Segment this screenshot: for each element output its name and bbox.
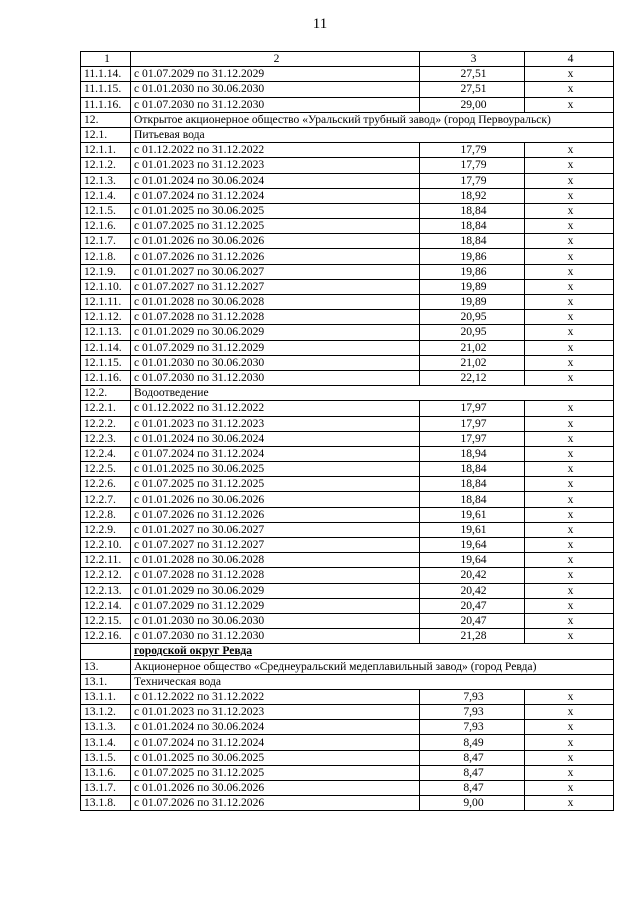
- row-period: с 01.07.2028 по 31.12.2028: [131, 310, 420, 325]
- row-period: с 01.07.2024 по 31.12.2024: [131, 188, 420, 203]
- row-value: 20,95: [420, 325, 525, 340]
- row-mark: х: [525, 219, 614, 234]
- row-number: 12.1.15.: [81, 355, 131, 370]
- row-number: 12.1.13.: [81, 325, 131, 340]
- district-title: городской округ Ревда: [131, 644, 614, 659]
- row-mark: х: [525, 143, 614, 158]
- row-mark: х: [525, 295, 614, 310]
- table-row: [81, 67, 614, 82]
- row-mark: х: [525, 97, 614, 112]
- row-period: с 01.07.2029 по 31.12.2029: [131, 598, 420, 613]
- row-number: 13.1.7.: [81, 781, 131, 796]
- table-body: [81, 67, 614, 811]
- row-number: 12.: [81, 112, 131, 127]
- row-value: 8,49: [420, 735, 525, 750]
- row-period: с 01.07.2024 по 31.12.2024: [131, 735, 420, 750]
- row-number: 12.2.8.: [81, 507, 131, 522]
- table-header: [81, 52, 614, 67]
- row-value: 19,64: [420, 553, 525, 568]
- table-row: [81, 158, 614, 173]
- row-number: 12.1.1.: [81, 143, 131, 158]
- table-row: [81, 553, 614, 568]
- row-mark: х: [525, 705, 614, 720]
- row-number: 12.2.: [81, 386, 131, 401]
- row-mark: х: [525, 796, 614, 811]
- table-row: [81, 143, 614, 158]
- row-mark: х: [525, 522, 614, 537]
- row-value: 17,97: [420, 416, 525, 431]
- table-row: [81, 705, 614, 720]
- row-mark: х: [525, 173, 614, 188]
- row-number: 12.1.2.: [81, 158, 131, 173]
- row-mark: х: [525, 765, 614, 780]
- table-row: [81, 598, 614, 613]
- table-row: [81, 462, 614, 477]
- row-period: с 01.01.2029 по 30.06.2029: [131, 583, 420, 598]
- row-period: с 01.01.2027 по 30.06.2027: [131, 522, 420, 537]
- row-value: 17,79: [420, 158, 525, 173]
- table-row: [81, 765, 614, 780]
- row-period: с 01.07.2030 по 31.12.2030: [131, 370, 420, 385]
- header-row: [81, 52, 614, 67]
- row-value: 20,42: [420, 568, 525, 583]
- table-row: [81, 249, 614, 264]
- row-number: 13.: [81, 659, 131, 674]
- row-period: с 01.12.2022 по 31.12.2022: [131, 401, 420, 416]
- table-row: [81, 446, 614, 461]
- row-value: 19,64: [420, 538, 525, 553]
- row-mark: х: [525, 446, 614, 461]
- row-period: с 01.01.2024 по 30.06.2024: [131, 173, 420, 188]
- row-period: с 01.01.2030 по 30.06.2030: [131, 355, 420, 370]
- row-mark: х: [525, 781, 614, 796]
- table-row: [81, 477, 614, 492]
- row-mark: х: [525, 279, 614, 294]
- table-row: [81, 173, 614, 188]
- row-mark: х: [525, 431, 614, 446]
- row-value: 18,94: [420, 446, 525, 461]
- org-row: [81, 659, 614, 674]
- row-value: 19,89: [420, 279, 525, 294]
- row-mark: х: [525, 82, 614, 97]
- row-value: 18,84: [420, 203, 525, 218]
- row-period: с 01.07.2030 по 31.12.2030: [131, 97, 420, 112]
- table-row: [81, 522, 614, 537]
- row-number: 12.1.11.: [81, 295, 131, 310]
- row-mark: х: [525, 416, 614, 431]
- row-period: с 01.01.2024 по 30.06.2024: [131, 720, 420, 735]
- row-mark: х: [525, 264, 614, 279]
- table-row: [81, 629, 614, 644]
- row-period: с 01.01.2025 по 30.06.2025: [131, 750, 420, 765]
- row-value: 18,92: [420, 188, 525, 203]
- table-row: [81, 82, 614, 97]
- row-mark: х: [525, 158, 614, 173]
- row-number: 12.2.13.: [81, 583, 131, 598]
- row-mark: х: [525, 583, 614, 598]
- table-row: [81, 492, 614, 507]
- row-period: с 01.07.2025 по 31.12.2025: [131, 477, 420, 492]
- table-row: [81, 401, 614, 416]
- row-value: 20,95: [420, 310, 525, 325]
- row-number: 13.1.4.: [81, 735, 131, 750]
- row-mark: х: [525, 203, 614, 218]
- table-row: [81, 203, 614, 218]
- row-period: с 01.07.2025 по 31.12.2025: [131, 219, 420, 234]
- table-row: [81, 796, 614, 811]
- row-period: с 01.07.2026 по 31.12.2026: [131, 249, 420, 264]
- row-value: 21,28: [420, 629, 525, 644]
- row-period: с 01.07.2024 по 31.12.2024: [131, 446, 420, 461]
- row-number: 13.1.3.: [81, 720, 131, 735]
- row-period: с 01.01.2025 по 30.06.2025: [131, 203, 420, 218]
- row-value: 19,89: [420, 295, 525, 310]
- table-row: [81, 279, 614, 294]
- row-period: с 01.01.2023 по 31.12.2023: [131, 158, 420, 173]
- row-number: 12.2.16.: [81, 629, 131, 644]
- row-value: 27,51: [420, 67, 525, 82]
- row-period: с 01.01.2026 по 30.06.2026: [131, 492, 420, 507]
- row-number: 13.1.1.: [81, 689, 131, 704]
- row-number: 12.1.14.: [81, 340, 131, 355]
- table-row: [81, 355, 614, 370]
- row-value: 7,93: [420, 705, 525, 720]
- table-row: [81, 538, 614, 553]
- row-mark: х: [525, 462, 614, 477]
- row-mark: х: [525, 340, 614, 355]
- row-value: 18,84: [420, 234, 525, 249]
- table-row: [81, 97, 614, 112]
- row-mark: х: [525, 568, 614, 583]
- row-number: 12.1.7.: [81, 234, 131, 249]
- row-period: с 01.01.2024 по 30.06.2024: [131, 431, 420, 446]
- table-row: [81, 234, 614, 249]
- table-row: [81, 583, 614, 598]
- table-row: [81, 507, 614, 522]
- row-number: 12.1.5.: [81, 203, 131, 218]
- row-number: 12.2.12.: [81, 568, 131, 583]
- table-row: [81, 188, 614, 203]
- row-value: 20,42: [420, 583, 525, 598]
- row-mark: х: [525, 553, 614, 568]
- row-number: 13.1.8.: [81, 796, 131, 811]
- org-title: Открытое акционерное общество «Уральский трубный завод» (город Первоуральск): [131, 112, 614, 127]
- table-row: [81, 750, 614, 765]
- row-period: с 01.01.2026 по 30.06.2026: [131, 234, 420, 249]
- row-mark: х: [525, 507, 614, 522]
- header-col-2: 2: [131, 52, 420, 67]
- table-row: [81, 735, 614, 750]
- table-row: [81, 689, 614, 704]
- row-number: 12.1.12.: [81, 310, 131, 325]
- row-period: с 01.12.2022 по 31.12.2022: [131, 143, 420, 158]
- row-number: 13.1.2.: [81, 705, 131, 720]
- table-row: [81, 340, 614, 355]
- row-number: 11.1.16.: [81, 97, 131, 112]
- row-mark: х: [525, 720, 614, 735]
- row-number: 12.1.9.: [81, 264, 131, 279]
- row-mark: х: [525, 234, 614, 249]
- table-row: [81, 416, 614, 431]
- row-value: 19,86: [420, 264, 525, 279]
- header-col-4: 4: [525, 52, 614, 67]
- row-value: 17,97: [420, 401, 525, 416]
- row-period: с 01.07.2026 по 31.12.2026: [131, 796, 420, 811]
- row-number: 13.1.: [81, 674, 131, 689]
- page-number: 11: [312, 16, 328, 32]
- row-value: 8,47: [420, 750, 525, 765]
- row-period: с 01.07.2027 по 31.12.2027: [131, 538, 420, 553]
- row-value: 8,47: [420, 765, 525, 780]
- row-value: 17,79: [420, 173, 525, 188]
- row-number: 12.2.3.: [81, 431, 131, 446]
- org-row: [81, 112, 614, 127]
- row-number: 12.1.4.: [81, 188, 131, 203]
- row-period: с 01.07.2029 по 31.12.2029: [131, 67, 420, 82]
- section-row: [81, 127, 614, 142]
- table-row: [81, 219, 614, 234]
- table-row: [81, 325, 614, 340]
- row-value: 20,47: [420, 598, 525, 613]
- section-title: Водоотведение: [131, 386, 614, 401]
- table-row: [81, 295, 614, 310]
- row-mark: х: [525, 249, 614, 264]
- row-mark: х: [525, 477, 614, 492]
- row-period: с 01.07.2026 по 31.12.2026: [131, 507, 420, 522]
- row-period: с 01.12.2022 по 31.12.2022: [131, 689, 420, 704]
- row-number: 12.2.5.: [81, 462, 131, 477]
- section-title: Питьевая вода: [131, 127, 614, 142]
- table-row: [81, 431, 614, 446]
- row-number: 12.2.9.: [81, 522, 131, 537]
- row-number: 11.1.14.: [81, 67, 131, 82]
- row-mark: х: [525, 67, 614, 82]
- row-period: с 01.01.2029 по 30.06.2029: [131, 325, 420, 340]
- row-value: 27,51: [420, 82, 525, 97]
- row-value: 19,86: [420, 249, 525, 264]
- row-number: 12.2.7.: [81, 492, 131, 507]
- row-number: [81, 644, 131, 659]
- row-period: с 01.01.2025 по 30.06.2025: [131, 462, 420, 477]
- row-value: 20,47: [420, 613, 525, 628]
- row-value: 18,84: [420, 462, 525, 477]
- header-col-3: 3: [420, 52, 525, 67]
- table-row: [81, 613, 614, 628]
- row-period: с 01.01.2030 по 30.06.2030: [131, 82, 420, 97]
- table-row: [81, 370, 614, 385]
- row-number: 12.1.3.: [81, 173, 131, 188]
- row-period: с 01.07.2025 по 31.12.2025: [131, 765, 420, 780]
- row-value: 17,97: [420, 431, 525, 446]
- section-row: [81, 386, 614, 401]
- row-number: 12.2.15.: [81, 613, 131, 628]
- table-row: [81, 720, 614, 735]
- row-value: 19,61: [420, 507, 525, 522]
- row-period: с 01.07.2029 по 31.12.2029: [131, 340, 420, 355]
- row-value: 18,84: [420, 477, 525, 492]
- row-mark: х: [525, 370, 614, 385]
- row-value: 18,84: [420, 219, 525, 234]
- row-number: 12.2.2.: [81, 416, 131, 431]
- table-row: [81, 264, 614, 279]
- row-period: с 01.01.2026 по 30.06.2026: [131, 781, 420, 796]
- row-mark: х: [525, 735, 614, 750]
- row-number: 12.1.8.: [81, 249, 131, 264]
- row-mark: х: [525, 629, 614, 644]
- row-period: с 01.07.2030 по 31.12.2030: [131, 629, 420, 644]
- row-value: 19,61: [420, 522, 525, 537]
- row-mark: х: [525, 325, 614, 340]
- row-value: 18,84: [420, 492, 525, 507]
- section-row: [81, 674, 614, 689]
- row-value: 29,00: [420, 97, 525, 112]
- row-period: с 01.01.2027 по 30.06.2027: [131, 264, 420, 279]
- row-number: 12.1.: [81, 127, 131, 142]
- row-number: 12.1.16.: [81, 370, 131, 385]
- row-number: 13.1.5.: [81, 750, 131, 765]
- section-title: Техническая вода: [131, 674, 614, 689]
- row-number: 12.2.6.: [81, 477, 131, 492]
- row-mark: х: [525, 538, 614, 553]
- row-value: 7,93: [420, 720, 525, 735]
- row-period: с 01.01.2023 по 31.12.2023: [131, 705, 420, 720]
- row-mark: х: [525, 750, 614, 765]
- table-row: [81, 781, 614, 796]
- table-row: [81, 568, 614, 583]
- row-value: 21,02: [420, 355, 525, 370]
- row-number: 12.1.6.: [81, 219, 131, 234]
- org-title: Акционерное общество «Среднеуральский медеплавильный завод» (город Ревда): [131, 659, 614, 674]
- row-number: 12.2.4.: [81, 446, 131, 461]
- row-mark: х: [525, 401, 614, 416]
- row-mark: х: [525, 355, 614, 370]
- row-mark: х: [525, 188, 614, 203]
- row-period: с 01.07.2027 по 31.12.2027: [131, 279, 420, 294]
- tariff-table: [80, 51, 614, 811]
- row-number: 12.2.1.: [81, 401, 131, 416]
- row-mark: х: [525, 613, 614, 628]
- district-row: [81, 644, 614, 659]
- row-period: с 01.01.2028 по 30.06.2028: [131, 553, 420, 568]
- row-mark: х: [525, 598, 614, 613]
- row-period: с 01.07.2028 по 31.12.2028: [131, 568, 420, 583]
- row-value: 22,12: [420, 370, 525, 385]
- row-value: 9,00: [420, 796, 525, 811]
- row-period: с 01.01.2028 по 30.06.2028: [131, 295, 420, 310]
- row-value: 21,02: [420, 340, 525, 355]
- row-number: 12.2.14.: [81, 598, 131, 613]
- row-number: 13.1.6.: [81, 765, 131, 780]
- row-period: с 01.01.2023 по 31.12.2023: [131, 416, 420, 431]
- table-row: [81, 310, 614, 325]
- row-number: 11.1.15.: [81, 82, 131, 97]
- row-number: 12.2.10.: [81, 538, 131, 553]
- row-value: 8,47: [420, 781, 525, 796]
- row-number: 12.2.11.: [81, 553, 131, 568]
- row-value: 17,79: [420, 143, 525, 158]
- row-value: 7,93: [420, 689, 525, 704]
- row-period: с 01.01.2030 по 30.06.2030: [131, 613, 420, 628]
- row-number: 12.1.10.: [81, 279, 131, 294]
- row-mark: х: [525, 310, 614, 325]
- row-mark: х: [525, 492, 614, 507]
- header-col-1: 1: [81, 52, 131, 67]
- row-mark: х: [525, 689, 614, 704]
